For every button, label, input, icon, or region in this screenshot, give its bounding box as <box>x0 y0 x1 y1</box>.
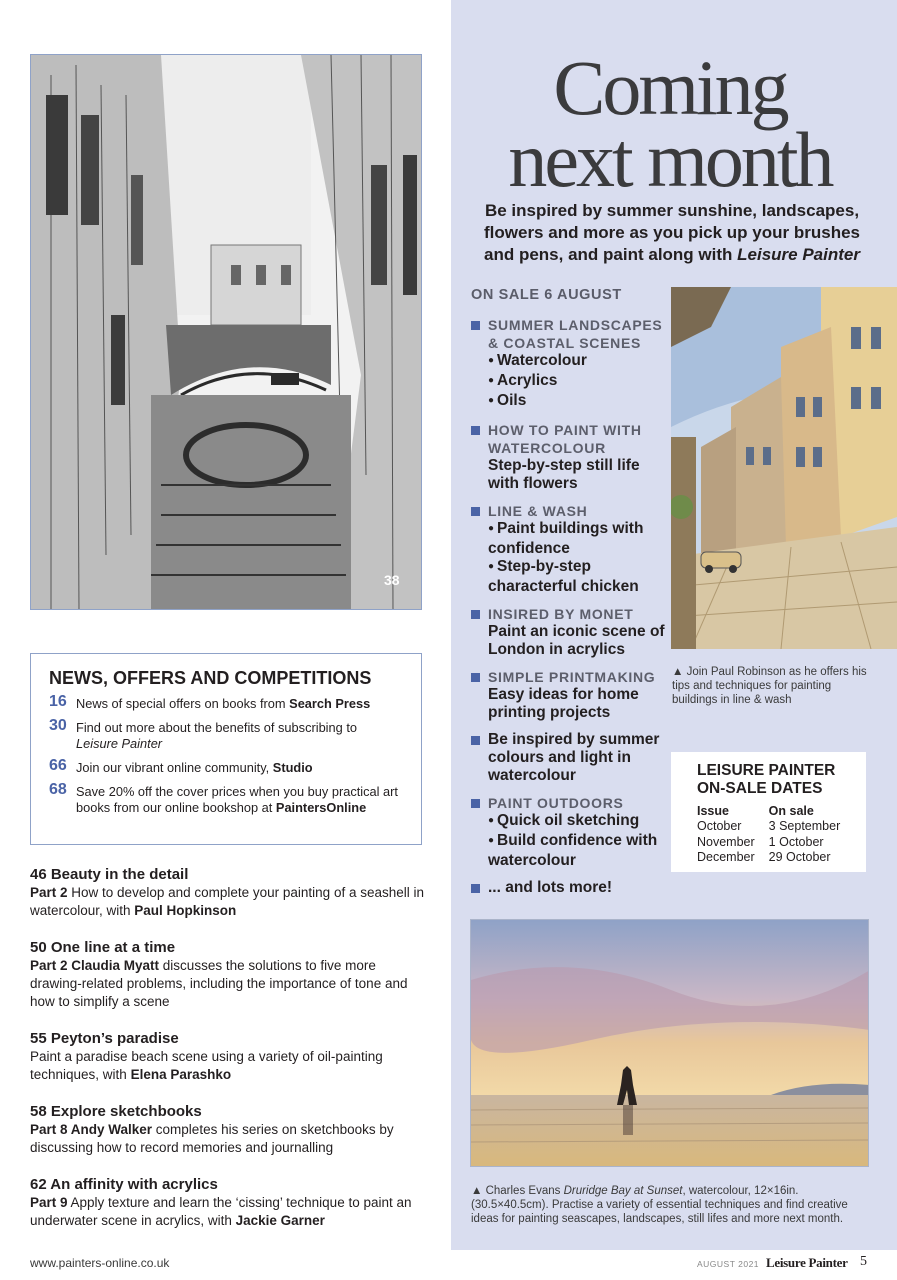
feature-item <box>471 668 671 722</box>
square-bullet-icon <box>471 736 480 745</box>
dates-col-issue: Issue <box>697 804 729 818</box>
feature-bullet: ● Watercolour <box>488 352 671 372</box>
square-bullet-icon <box>471 799 480 808</box>
article-desc <box>30 957 430 1011</box>
dates-issue: October <box>697 819 742 833</box>
dates-row <box>697 850 854 866</box>
page-title <box>470 44 870 203</box>
article-desc <box>30 1121 430 1157</box>
square-bullet-icon <box>471 426 480 435</box>
venice-image-number: 38 <box>384 572 400 588</box>
square-bullet-icon <box>471 321 480 330</box>
article-title: 58 Explore sketchbooks <box>30 1103 202 1120</box>
news-offers-box <box>30 653 422 845</box>
on-sale-date: ON SALE 6 AUGUST <box>471 287 622 303</box>
article-desc <box>30 1048 430 1084</box>
feature-item <box>471 605 671 659</box>
page-title-line1: Coming <box>553 44 787 131</box>
feature-caption: SUMMER LANDSCAPES & COASTAL SCENES <box>488 317 663 351</box>
beach-caption-title: Druridge Bay at Sunset <box>563 1185 683 1197</box>
footer-date: AUGUST 2021 <box>697 1259 760 1269</box>
article-author: Paul Hopkinson <box>134 903 237 918</box>
square-bullet-icon <box>471 673 480 682</box>
articles-list <box>30 865 430 1248</box>
dates-title-line1: LEISURE PAINTER <box>697 762 836 779</box>
dates-on-sale: 29 October <box>768 850 831 864</box>
dates-title <box>697 762 866 798</box>
article-item <box>30 1029 430 1084</box>
feature-body: Paint an iconic scene of London in acrylics <box>488 623 665 658</box>
dates-table <box>697 803 854 866</box>
article-item <box>30 865 430 920</box>
news-title: NEWS, OFFERS AND COMPETITIONS <box>49 668 372 688</box>
news-bold: PaintersOnline <box>275 800 367 815</box>
news-page-number: 68 <box>49 781 67 798</box>
feature-body: Step-by-step still life with flowers <box>488 457 640 492</box>
article-text: How to develop and complete your painting of a seashell in watercolour, with <box>30 885 425 918</box>
article-author: Jackie Garner <box>235 1213 325 1228</box>
article-item <box>30 938 430 1011</box>
feature-bullet: ● Build confidence with watercolour <box>488 832 671 870</box>
street-scene-painting <box>671 287 897 649</box>
footer-magazine-logo: Leisure Painter <box>766 1255 848 1270</box>
intro-magazine-name: Leisure Painter <box>737 245 860 264</box>
dates-on-sale: 3 September <box>768 819 841 833</box>
article-part: Part 8 Andy Walker <box>30 1122 153 1137</box>
article-desc <box>30 884 430 920</box>
dates-on-sale: 1 October <box>768 834 824 849</box>
feature-item <box>471 731 671 785</box>
article-item <box>30 1175 430 1230</box>
article-part: Part 9 <box>30 1195 68 1210</box>
news-page-number: 66 <box>49 757 67 774</box>
news-item <box>49 757 403 776</box>
venice-canal-drawing <box>30 54 422 610</box>
dates-row <box>697 819 854 835</box>
news-item <box>49 781 403 816</box>
feature-item <box>471 502 671 596</box>
news-page-number: 30 <box>49 717 67 734</box>
news-item <box>49 693 403 712</box>
dates-col-on-sale: On sale <box>768 804 814 818</box>
beach-caption-pre: ▲ Charles Evans <box>471 1185 564 1197</box>
feature-caption: SIMPLE PRINTMAKING <box>488 669 656 685</box>
intro-main: Be inspired by summer sunshine, landscapes, flowers and more as you pick up your brushes and pens, and paint along with <box>484 201 860 264</box>
footer-page-number: 5 <box>860 1254 867 1269</box>
feature-bullet: ● Quick oil sketching <box>488 812 671 832</box>
page-title-line2: next month <box>508 116 832 203</box>
news-bold: Studio <box>272 760 313 775</box>
article-text: Apply texture and learn the ‘cissing’ technique to paint an underwater scene in acrylics, with <box>30 1195 412 1228</box>
beach-image-caption <box>471 1184 871 1226</box>
article-title: 62 An affinity with acrylics <box>30 1176 218 1193</box>
feature-bullet: ● Oils <box>488 392 671 412</box>
beach-caption-post: , watercolour, 12×16in. (30.5×40.5cm). Practise a variety of essential techniques and find creative ideas for painting seascapes, landscapes, still lifes and more next month. <box>471 1185 848 1225</box>
dates-header-row <box>697 803 854 819</box>
dates-title-line2: ON-SALE DATES <box>697 780 823 797</box>
street-image-caption: ▲ Join Paul Robinson as he offers his tips and techniques for painting buildings in line & wash <box>672 666 867 706</box>
feature-body: Easy ideas for home printing projects <box>488 686 639 721</box>
news-text: Save 20% off the cover prices when you buy practical art books from our online bookshop at <box>76 784 398 815</box>
article-title: 50 One line at a time <box>30 939 176 956</box>
features-list <box>471 316 671 906</box>
feature-bullet: ● Acrylics <box>488 372 671 392</box>
article-text: Paint a paradise beach scene using a variety of oil-painting techniques, with <box>30 1049 383 1082</box>
article-author: Elena Parashko <box>130 1067 232 1082</box>
feature-item <box>471 316 671 412</box>
news-text: Join our vibrant online community, <box>76 760 273 775</box>
square-bullet-icon <box>471 610 480 619</box>
on-sale-dates-box <box>671 752 866 872</box>
article-part: Part 2 <box>30 885 68 900</box>
article-text: discusses the solutions to five more drawing-related problems, including the importance of tone and how to simplify a scene <box>30 958 408 1009</box>
feature-item <box>471 794 671 870</box>
feature-body: ... and lots more! <box>488 879 613 896</box>
news-text: Find out more about the benefits of subscribing to <box>76 720 357 735</box>
dates-issue: November <box>697 834 755 849</box>
article-item <box>30 1102 430 1157</box>
dates-issue: December <box>697 850 755 864</box>
article-part: Part 2 Claudia Myatt <box>30 958 160 973</box>
article-title: 55 Peyton’s paradise <box>30 1030 179 1047</box>
feature-bullet: ● Step-by-step characterful chicken <box>488 558 671 596</box>
footer-url[interactable]: www.painters-online.co.uk <box>30 1256 170 1270</box>
feature-caption: LINE & WASH <box>488 503 588 519</box>
dates-row <box>697 835 854 851</box>
feature-caption: HOW TO PAINT WITH WATERCOLOUR <box>488 422 642 456</box>
article-text: completes his series on sketchbooks by discussing how to record memories and journalling <box>30 1122 394 1155</box>
news-text: News of special offers on books from <box>76 696 290 711</box>
news-page-number: 16 <box>49 693 67 710</box>
feature-item <box>471 421 671 493</box>
news-italic: Leisure Painter <box>76 736 163 751</box>
druridge-bay-painting <box>470 919 869 1167</box>
feature-body: Be inspired by summer colours and light in watercolour <box>488 731 660 784</box>
news-bold: Search Press <box>289 696 371 711</box>
square-bullet-icon <box>471 884 480 893</box>
article-desc <box>30 1194 430 1230</box>
article-title: 46 Beauty in the detail <box>30 866 189 883</box>
feature-item <box>471 879 671 897</box>
feature-caption: PAINT OUTDOORS <box>488 795 624 811</box>
feature-bullet: ● Paint buildings with confidence <box>488 520 671 558</box>
square-bullet-icon <box>471 507 480 516</box>
news-item <box>49 717 403 752</box>
intro-text <box>474 200 870 266</box>
feature-caption: INSIRED BY MONET <box>488 606 634 622</box>
